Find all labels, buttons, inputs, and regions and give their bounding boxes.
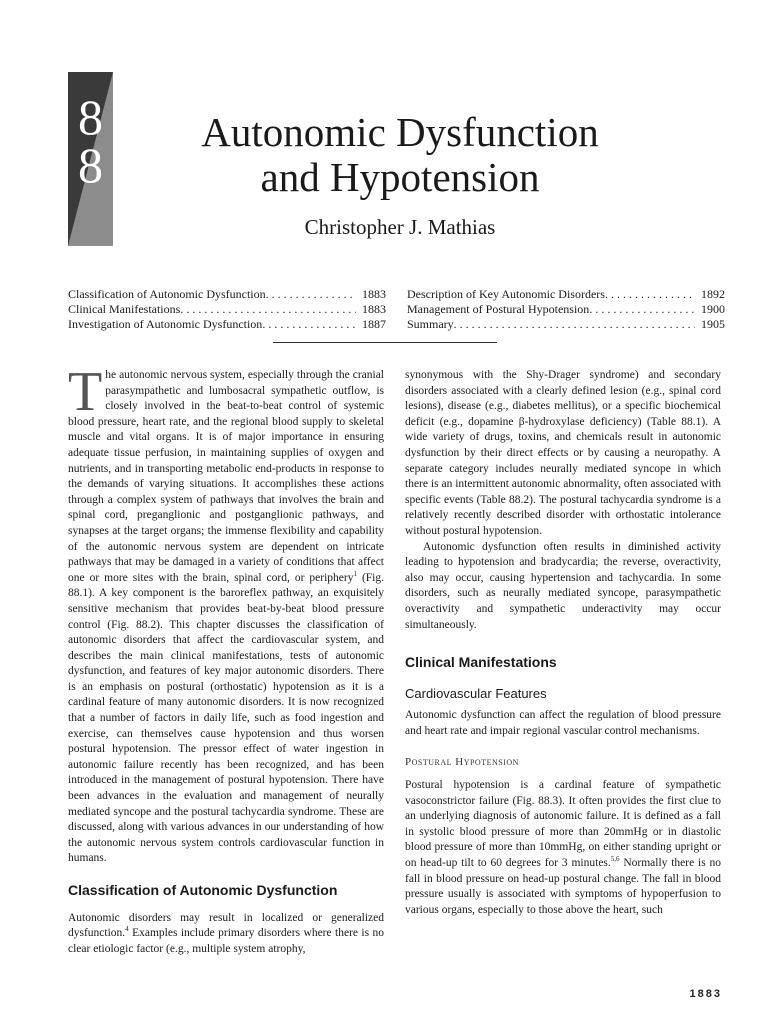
chapter-title: [120, 110, 680, 200]
contents-entry: [407, 317, 725, 332]
chapter-title-line-2: and Hypotension: [260, 154, 540, 200]
body-text-continued: Normally there is no fall in blood pressure on head-up postural change. The fall in blood pressure usually is associated with symptoms of hypoperfusion to various organs, especially to those above the heart, such: [405, 857, 721, 916]
contents-entry-page: 1892: [701, 287, 725, 301]
contents-entry: [68, 287, 386, 302]
contents-entry: [407, 287, 725, 302]
reference-superscript: 1: [353, 569, 357, 578]
body-text: Postural hypotension is a cardinal feature of sympathetic vasoconstrictor failure (Fig. 88.3). It often provides the first clue to an underlying diagnosis of autonomic failure. It is defined as a fall in systolic blood pressure of more than 20mmHg or in diastolic blood pressure of more than 10mmHg, on either standing upright or on head-up tilt to 60 degrees for 3 minutes.: [405, 779, 721, 870]
contents-entry-page: 1887: [362, 317, 386, 331]
chapter-author: Christopher J. Mathias: [304, 215, 496, 239]
contents-entry-page: 1883: [362, 302, 386, 316]
contents-right-column: [407, 287, 725, 332]
chapter-number-digit-2: 8: [78, 137, 103, 193]
body-column-left: [68, 361, 384, 957]
contents-entry-title: Investigation of Autonomic Dysfunction: [68, 317, 263, 331]
chapter-number-digit-1: 8: [78, 89, 103, 145]
chapter-number-tab: [68, 72, 113, 246]
body-paragraph: Autonomic dysfunction often results in diminished activity leading to hypotension and bradycardia; the reverse, overactivity, also may occur, causing hypertension and tachycardia. In some disorders, such as neurally mediated syncope, parasympathetic overactivity and sympathetic underactivity may occur simultaneously.: [405, 540, 721, 631]
contents-entry-title: Summary: [407, 317, 454, 331]
section-heading-classification: Classification of Autonomic Dysfunction: [68, 882, 338, 898]
drop-cap: T: [68, 361, 103, 423]
contents-leader-dots: [180, 302, 356, 317]
contents-leader-dots: [262, 317, 356, 332]
contents-entry-page: 1900: [701, 302, 725, 316]
contents-entry-title: Classification of Autonomic Dysfunction: [68, 287, 266, 301]
reference-superscript: 5,6: [610, 855, 620, 864]
intro-paragraph: [68, 361, 384, 867]
intro-text-continued: (Fig. 88.1). A key component is the baroreflex pathway, an exquisitely sensitive mechanism that provides beat-by-beat blood pressure control (Fig. 88.2). This chapter discusses the classification of autonomic disorders that affect the cardiovascular system, and describes the main clinical manifestations, tests of autonomic dysfunction, and features of key major autonomic disorders. There is an emphasis on postural (orthostatic) hypotension as it is a cardinal feature of many autonomic disorders. It is now recognized that a number of factors in daily life, such as food ingestion and exercise, can themselves cause hypotension and thus worsen postural hypotension. The pressor effect of water ingestion in autonomic failure recently has been recognized, and has been introduced in the management of postural hypotension. There have been advances in the evaluation and management of neurally mediated syncope and the postural tachycardia syndrome. These are discussed, along with various advances in our understanding of how the autonomic nervous system controls cardiovascular function in humans.: [68, 571, 384, 865]
body-paragraph: synonymous with the Shy-Drager syndrome) and secondary disorders associated with a clearly defined lesion (e.g., spinal cord lesions), disease (e.g., diabetes mellitus), or a specific biochemical deficit (e.g., dopamine β-hydroxylase deficiency) (Table 88.1). A wide variety of drugs, toxins, and chemicals result in autonomic dysfunction by their direct effects or by causing a neuropathy. A separate category includes neurally mediated syncope in which there is an intermittent autonomic abnormality, often associated with specific events (Table 88.2). The postural tachycardia syndrome is a relatively recently described disorder with orthostatic intolerance without postural hypotension.: [405, 369, 721, 537]
contents-leader-dots: [266, 287, 356, 302]
section-heading-clinical-manifestations: Clinical Manifestations: [405, 654, 557, 671]
contents-entry-page: 1905: [701, 317, 725, 331]
contents-divider-rule: [273, 342, 497, 343]
contents-entry-title: Clinical Manifestations: [68, 302, 181, 316]
contents-leader-dots: [605, 287, 695, 302]
contents-entry: [68, 317, 386, 332]
contents-entry-page: 1883: [362, 287, 386, 301]
intro-text: he autonomic nervous system, especially through the cranial parasympathetic and lumbosacral sympathetic outflow, is closely involved in the beat-to-beat control of systemic blood pressure, heart rate, and the regional blood supply to skeletal muscle and vital organs. It is of major importance in ensuring adequate tissue perfusion, in maintaining supplies of oxygen and nutrients, and in transporting metabolic end-products in response to the demands of varying situations. It accomplishes these actions through a complex system of pathways that involves the brain and spinal cord, preganglionic and postganglionic pathways, and synapses at the target organs; the immense flexibility and capability of the autonomic nervous system are dependent on intricate pathways that may be damaged in a variety of conditions that affect one or more sites with the brain, spinal cord, or periphery: [68, 369, 384, 584]
contents-left-column: [68, 287, 386, 332]
classification-text-continued: Examples include primary disorders where there is no clear etiologic factor (e.g., multiple system atrophy,: [68, 927, 384, 955]
classification-paragraph: [68, 911, 384, 958]
contents-leader-dots: [454, 317, 695, 332]
classification-text: Autonomic disorders may result in localized or generalized dysfunction.: [68, 911, 384, 940]
contents-leader-dots: [589, 302, 695, 317]
page-number: 1883: [689, 988, 722, 1000]
subsection-heading-cardiovascular: Cardiovascular Features: [405, 685, 547, 701]
body-paragraph: [405, 778, 721, 918]
body-column-right: [405, 368, 721, 918]
body-paragraph: Autonomic dysfunction can affect the regulation of blood pressure and heart rate and impair regional vascular control mechanisms.: [405, 709, 721, 737]
chapter-title-line-1: Autonomic Dysfunction: [201, 109, 599, 155]
reference-superscript: 4: [125, 925, 129, 934]
contents-entry-title: Description of Key Autonomic Disorders: [407, 287, 605, 301]
contents-entry: [68, 302, 386, 317]
contents-entry: [407, 302, 725, 317]
contents-entry-title: Management of Postural Hypotension: [407, 302, 590, 316]
subsubsection-heading-postural-hypotension: Postural Hypotension: [405, 756, 519, 769]
